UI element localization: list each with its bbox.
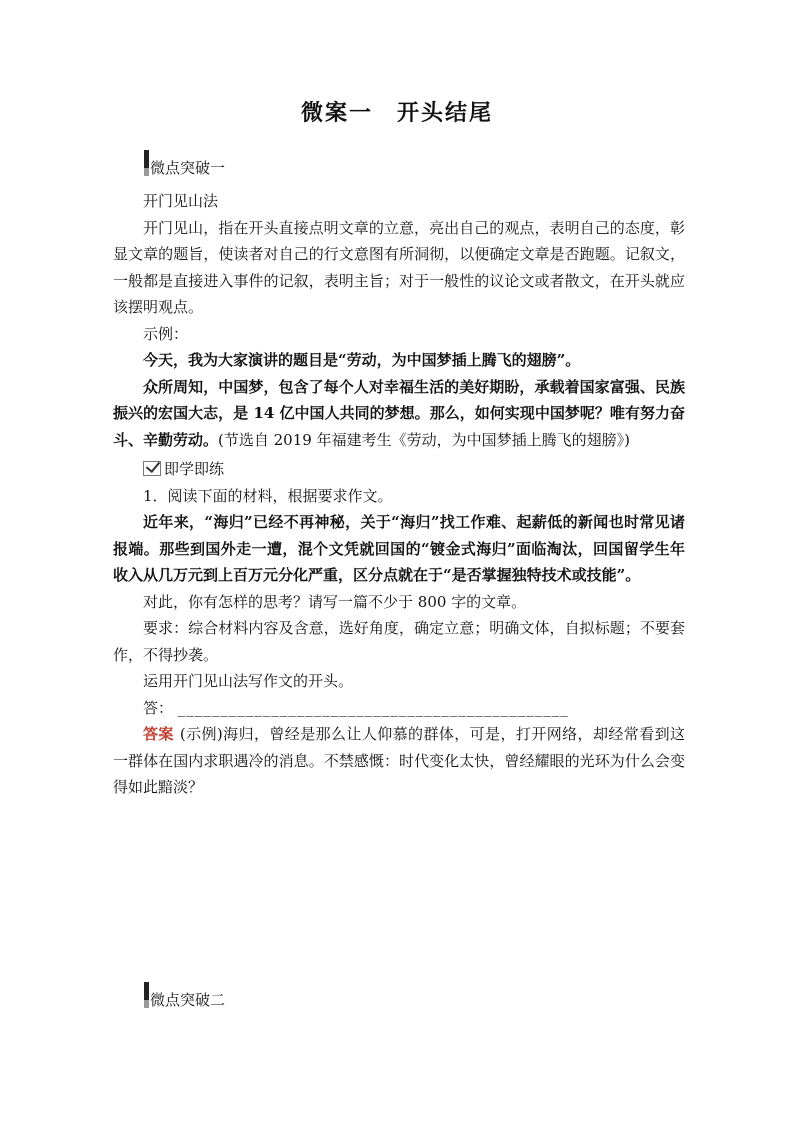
example-source: (节选自 2019 年福建考生《劳动，为中国梦插上腾飞的翅膀》)	[218, 430, 630, 449]
answer-line	[113, 695, 685, 722]
answer-blank[interactable]: ______________________________________________	[177, 698, 569, 717]
practice-heading	[113, 456, 685, 483]
example-paragraph-2	[113, 374, 685, 454]
answer-text: (示例)海归，曾经是那么让人仰慕的群体，可是，打开网络，却经常看到这一群体在国内求职遇冷的消息。不禁感慨：时代变化太快，曾经耀眼的光环为什么会变得如此黯淡？	[113, 725, 685, 796]
example-paragraph-2-text: 众所周知，中国梦，包含了每个人对幸福生活的美好期盼，承载着国家富强、民族振兴的宏国大志，是 14 亿中国人共同的梦想。那么，如何实现中国梦呢？唯有努力奋斗、辛勤劳动。	[113, 377, 685, 449]
prompt-paragraph: 对此，你有怎样的思考？请写一篇不少于 800 字的文章。	[143, 592, 527, 611]
answer-paragraph	[113, 721, 685, 801]
section-label: 微点突破一	[150, 159, 226, 177]
requirement-paragraph: 要求：综合材料内容及含意，选好角度，确定立意；明确文体，自拟标题；不要套作，不得抄袭。	[113, 619, 685, 664]
intro-paragraph: 开门见山，指在开头直接点明文章的立意，亮出自己的观点，表明自己的态度，彰显文章的题旨，使读者对自己的行文意图有所洞彻，以便确定文章是否跑题。记叙文，一般都是直接进入事件的记叙，表明主旨；对于一般性的议论文或者散文，在开头就应该摆明观点。	[113, 218, 685, 316]
checkbox-icon	[143, 461, 161, 476]
section-marker-icon	[144, 150, 149, 176]
practice-label: 即学即练	[164, 460, 225, 478]
answer-label: 答案	[143, 725, 174, 743]
question-1: 1．阅读下面的材料，根据要求作文。	[143, 486, 393, 505]
example-label: 示例：	[143, 324, 189, 343]
section-heading-1	[144, 152, 225, 176]
section-heading-2	[144, 984, 225, 1008]
answer-prompt: 答：	[143, 698, 174, 717]
material-paragraph: 近年来，“海归”已经不再神秘，关于“海归”找工作难、起薪低的新闻也时常见诸报端。那些到国外走一遭，混个文凭就回国的“镀金式海归”面临淘汰，回国留学生年收入从几万元到上百万元分化严重，区分点就在于“是否掌握独特技术或技能”。	[113, 513, 685, 584]
example-paragraph-1: 今天，我为大家演讲的题目是“劳动，为中国梦插上腾飞的翅膀”。	[143, 351, 581, 369]
method-title: 开门见山法	[143, 192, 219, 210]
section-marker-icon	[144, 982, 149, 1008]
page-title: 微案一 开头结尾	[300, 100, 493, 126]
section-1-content	[113, 188, 685, 801]
section-label: 微点突破二	[150, 991, 226, 1009]
task-paragraph: 运用开门见山法写作文的开头。	[143, 672, 354, 690]
